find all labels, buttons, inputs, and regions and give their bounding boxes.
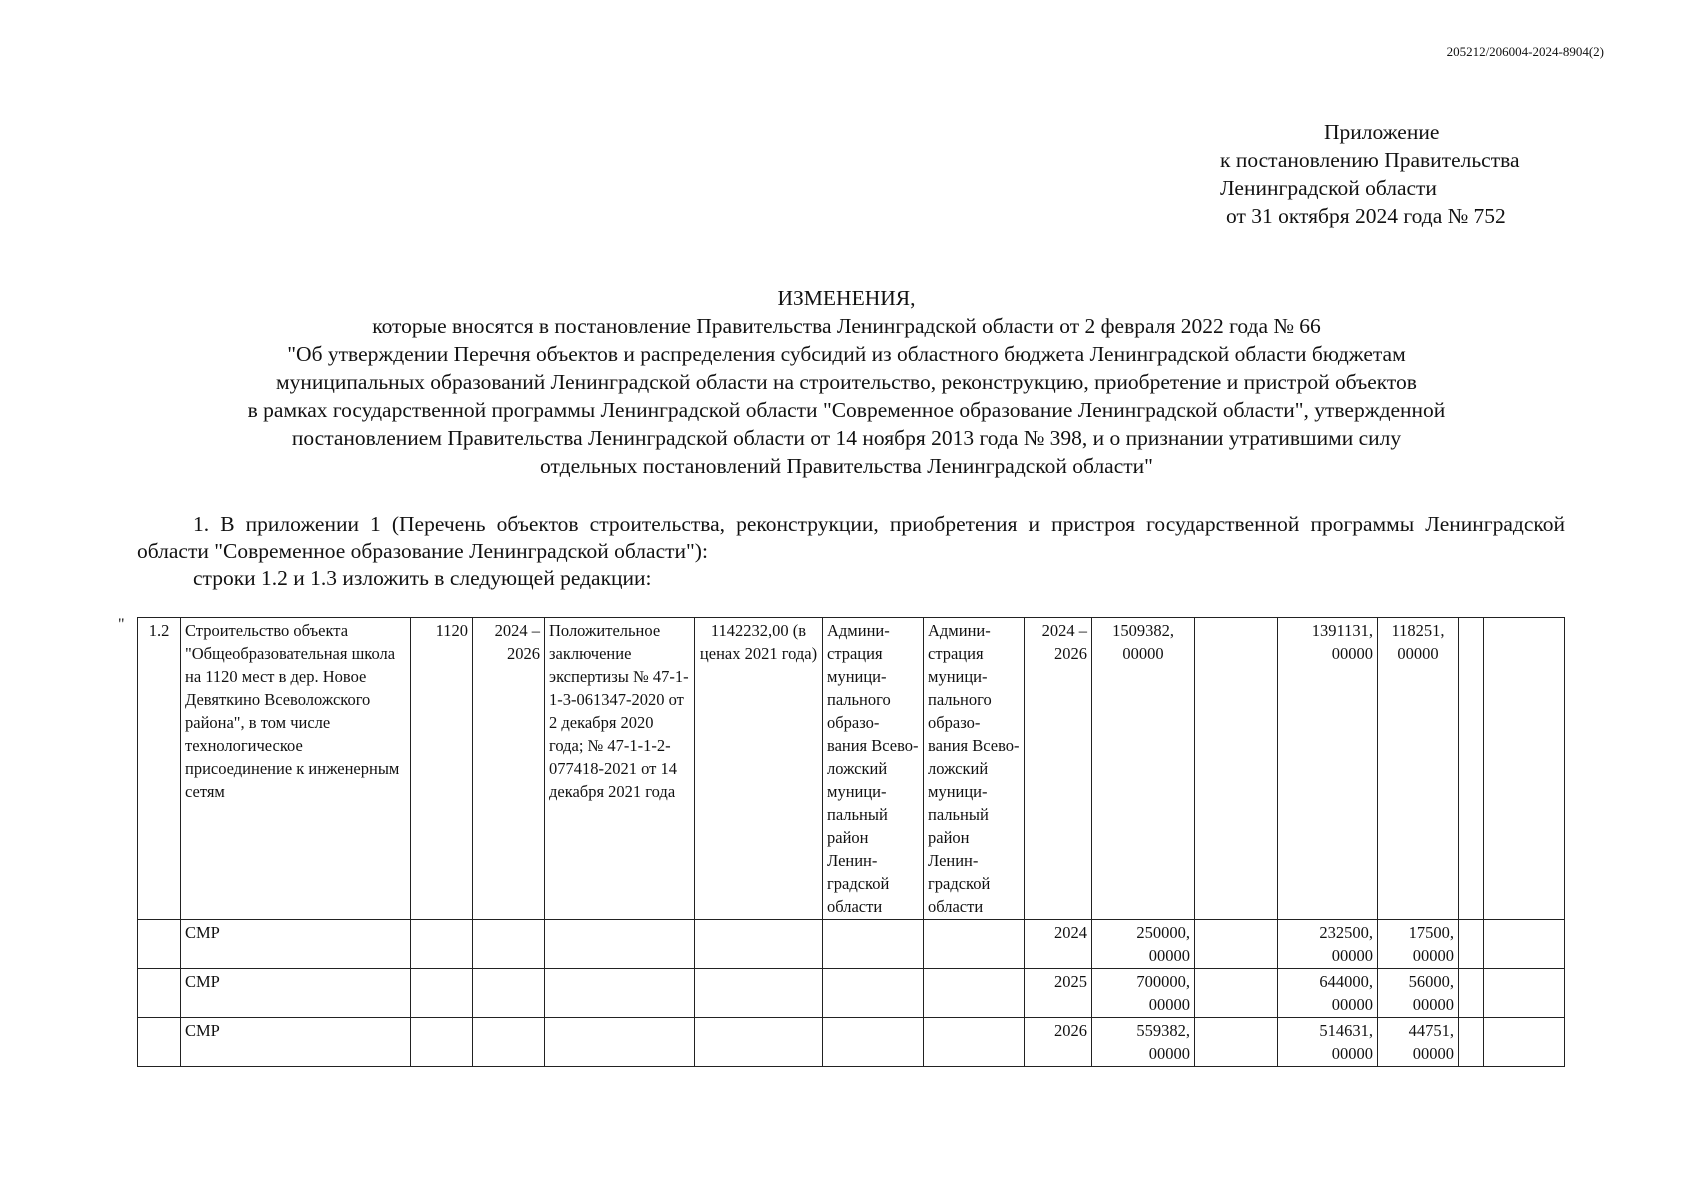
document-title	[0, 284, 1693, 480]
smr-total: 559382, 00000	[1092, 1018, 1195, 1067]
row-number: 1.2	[138, 618, 181, 920]
table-row	[138, 1018, 1565, 1067]
title-line: в рамках государственной программы Ленинградской области "Современное образование Ленинградской области", утвержденной	[247, 398, 1446, 422]
smr-regional: 232500, 00000	[1278, 920, 1378, 969]
title-line: которые вносятся в постановление Правительства Ленинградской области от 2 февраля 2022 года № 66	[372, 314, 1321, 338]
construction-period: 2024 – 2026	[473, 618, 545, 920]
local-amount: 118251, 00000	[1378, 618, 1459, 920]
financing-years: 2024 – 2026	[1025, 618, 1092, 920]
total-amount: 1509382, 00000	[1092, 618, 1195, 920]
row-number-blank	[138, 969, 181, 1018]
smr-local: 44751, 00000	[1378, 1018, 1459, 1067]
smr-total: 250000, 00000	[1092, 920, 1195, 969]
smr-year: 2025	[1025, 969, 1092, 1018]
smr-year: 2026	[1025, 1018, 1092, 1067]
recipient: Админи-страция муници-пального образо-вания Всево-ложский муници-пальный район Ленин-градской области	[924, 618, 1025, 920]
title-line: постановлением Правительства Ленинградской области от 14 ноября 2013 года № 398, и о признании утратившими силу	[291, 426, 1402, 450]
smr-local: 17500, 00000	[1378, 920, 1459, 969]
smr-label: СМР	[181, 1018, 411, 1067]
objects-table	[137, 617, 1565, 1067]
object-name: Строительство объекта "Общеобразовательная школа на 1120 мест в дер. Новое Девяткино Всеволожского района", в том числе технологическое присоединение к инженерным сетям	[181, 618, 411, 920]
table-row	[138, 920, 1565, 969]
paragraph-item-1: 1. В приложении 1 (Перечень объектов строительства, реконструкции, приобретения и пристроя государственной программы Ленинградской области "Современное образование Ленинградской области"):	[137, 512, 1565, 563]
customer: Админи-страция муници-пального образо-вания Всево-ложский муници-пальный район Ленин-градской области	[823, 618, 924, 920]
approval-line: Приложение	[1324, 120, 1440, 144]
federal-amount	[1195, 618, 1278, 920]
smr-label: СМР	[181, 969, 411, 1018]
row-number-blank	[138, 1018, 181, 1067]
opening-quote-mark: "	[118, 616, 125, 633]
table-row	[138, 618, 1565, 920]
expertise-info: Положительное заключение экспертизы № 47-1-1-3-061347-2020 от 2 декабря 2020 года; № 47-1-1-2-077418-2021 от 14 декабря 2021 года	[545, 618, 695, 920]
smr-regional: 644000, 00000	[1278, 969, 1378, 1018]
approval-line: от 31 октября 2024 года № 752	[1226, 204, 1506, 228]
table-row	[138, 969, 1565, 1018]
title-line: "Об утверждении Перечня объектов и распределения субсидий из областного бюджета Ленинградской области бюджетам	[287, 342, 1406, 366]
paragraph-instruction: строки 1.2 и 1.3 изложить в следующей редакции:	[193, 566, 652, 590]
approval-line: Ленинградской области	[1220, 176, 1437, 200]
body-paragraph	[137, 511, 1565, 592]
extra-cell	[1459, 618, 1484, 920]
smr-year: 2024	[1025, 920, 1092, 969]
smr-regional: 514631, 00000	[1278, 1018, 1378, 1067]
smr-local: 56000, 00000	[1378, 969, 1459, 1018]
approval-line: к постановлению Правительства	[1220, 148, 1520, 172]
smr-total: 700000, 00000	[1092, 969, 1195, 1018]
document-number: 205212/206004-2024-8904(2)	[1446, 44, 1604, 59]
estimated-cost: 1142232,00 (в ценах 2021 года)	[695, 618, 823, 920]
capacity: 1120	[411, 618, 473, 920]
title-line: муниципальных образований Ленинградской области на строительство, реконструкцию, приобретение и пристрой объектов	[276, 370, 1417, 394]
extra-cell	[1484, 618, 1565, 920]
approval-block	[1220, 118, 1520, 230]
title-heading: ИЗМЕНЕНИЯ,	[777, 286, 916, 310]
title-line: отдельных постановлений Правительства Ленинградской области"	[540, 454, 1153, 478]
smr-label: СМР	[181, 920, 411, 969]
regional-amount: 1391131, 00000	[1278, 618, 1378, 920]
row-number-blank	[138, 920, 181, 969]
